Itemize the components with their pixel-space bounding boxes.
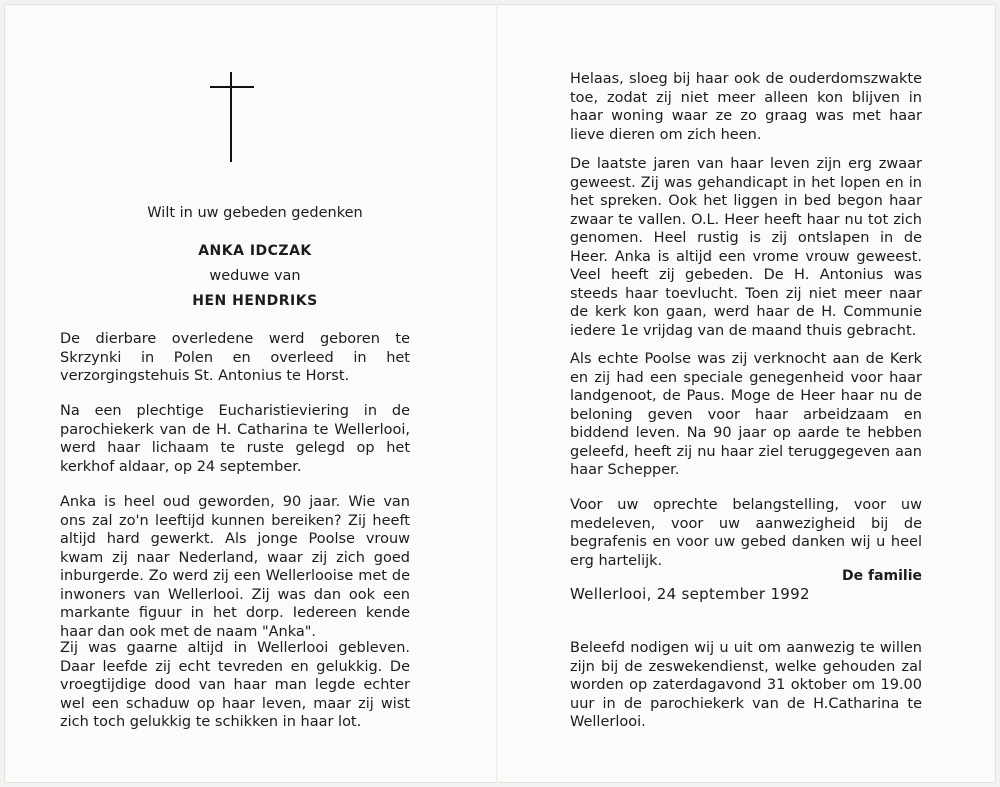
left-paragraph-1: De dierbare overledene werd geboren te Skrzynki in Polen en overleed in het verzorgingstehuis St. Antonius te Horst. xyxy=(60,331,410,384)
intro-text: Wilt in uw gebeden gedenken xyxy=(147,205,363,221)
right-paragraph-4: Voor uw oprechte belangstelling, voor uw medeleven, voor uw aanwezigheid bij de begrafenis en voor uw gebed danken wij u heel erg hartelijk. xyxy=(570,497,922,569)
right-paragraph-1: Helaas, sloeg bij haar ook de ouderdomszwakte toe, zodat zij niet meer alleen kon blijven in haar woning waar ze zo graag was met haar lieve dieren om zich heen. xyxy=(570,71,922,143)
cross-icon xyxy=(210,72,254,162)
deceased-name: ANKA IDCZAK xyxy=(198,243,312,259)
place-date: Wellerlooi, 24 september 1992 xyxy=(570,585,810,603)
left-paragraph-2: Na een plechtige Eucharistieviering in de parochiekerk van de H. Catharina te Wellerlooi, werd haar lichaam te ruste gelegd op het kerkhof aldaar, op 24 september. xyxy=(60,403,410,475)
card-fold xyxy=(496,4,498,783)
right-paragraph-2: De laatste jaren van haar leven zijn erg zwaar geweest. Zij was gehandicapt in het lopen en in het spreken. Ook het liggen in bed begon haar zwaar te vallen. O.L. Heer heeft haar nu tot zich genomen. Heel rustig is zij ontslapen in de Heer. Anka is altijd een vrome vrouw geweest. Veel heeft zij gebeden. De H. Antonius was steeds haar toevlucht. Toen zij niet meer naar de kerk kon gaan, werd haar de H. Communie iedere 1e vrijdag van de maand thuis gebracht. xyxy=(570,156,922,339)
invitation-text: Beleefd nodigen wij u uit om aanwezig te willen zijn bij de zeswekendienst, welke gehouden zal worden op zaterdagavond 31 oktober om 19.00 uur in de parochiekerk van de H.Catharina te Wellerlooi. xyxy=(570,640,922,730)
relation-text: weduwe van xyxy=(209,268,301,284)
left-paragraph-3: Anka is heel oud geworden, 90 jaar. Wie van ons zal zo'n leeftijd kunnen bereiken? Zij heeft altijd hard gewerkt. Als jonge Poolse vrouw kwam zij naar Nederland, waar zij zich goed inburgerde. Zo werd zij een Wellerlooise met de inwoners van Wellerlooi. Zij was dan ook een markante figuur in het dorp. Iedereen kende haar dan ook met de naam "Anka". xyxy=(60,494,410,640)
right-paragraph-3: Als echte Poolse was zij verknocht aan de Kerk en zij had een speciale genegenheid voor haar landgenoot, de Paus. Moge de Heer haar nu de beloning geven voor haar arbeidzaam en biddend leven. Na 90 jaar op aarde te hebben geleefd, heeft zij nu haar ziel teruggegeven aan haar Schepper. xyxy=(570,351,922,478)
left-paragraph-4: Zij was gaarne altijd in Wellerlooi gebleven. Daar leefde zij echt tevreden en gelukkig. De vroegtijdige dood van haar man legde echter wel een schaduw op haar leven, maar zij wist zich toch gelukkig te schikken in haar lot. xyxy=(60,640,410,730)
spouse-name: HEN HENDRIKS xyxy=(192,293,318,309)
signature: De familie xyxy=(841,568,922,584)
